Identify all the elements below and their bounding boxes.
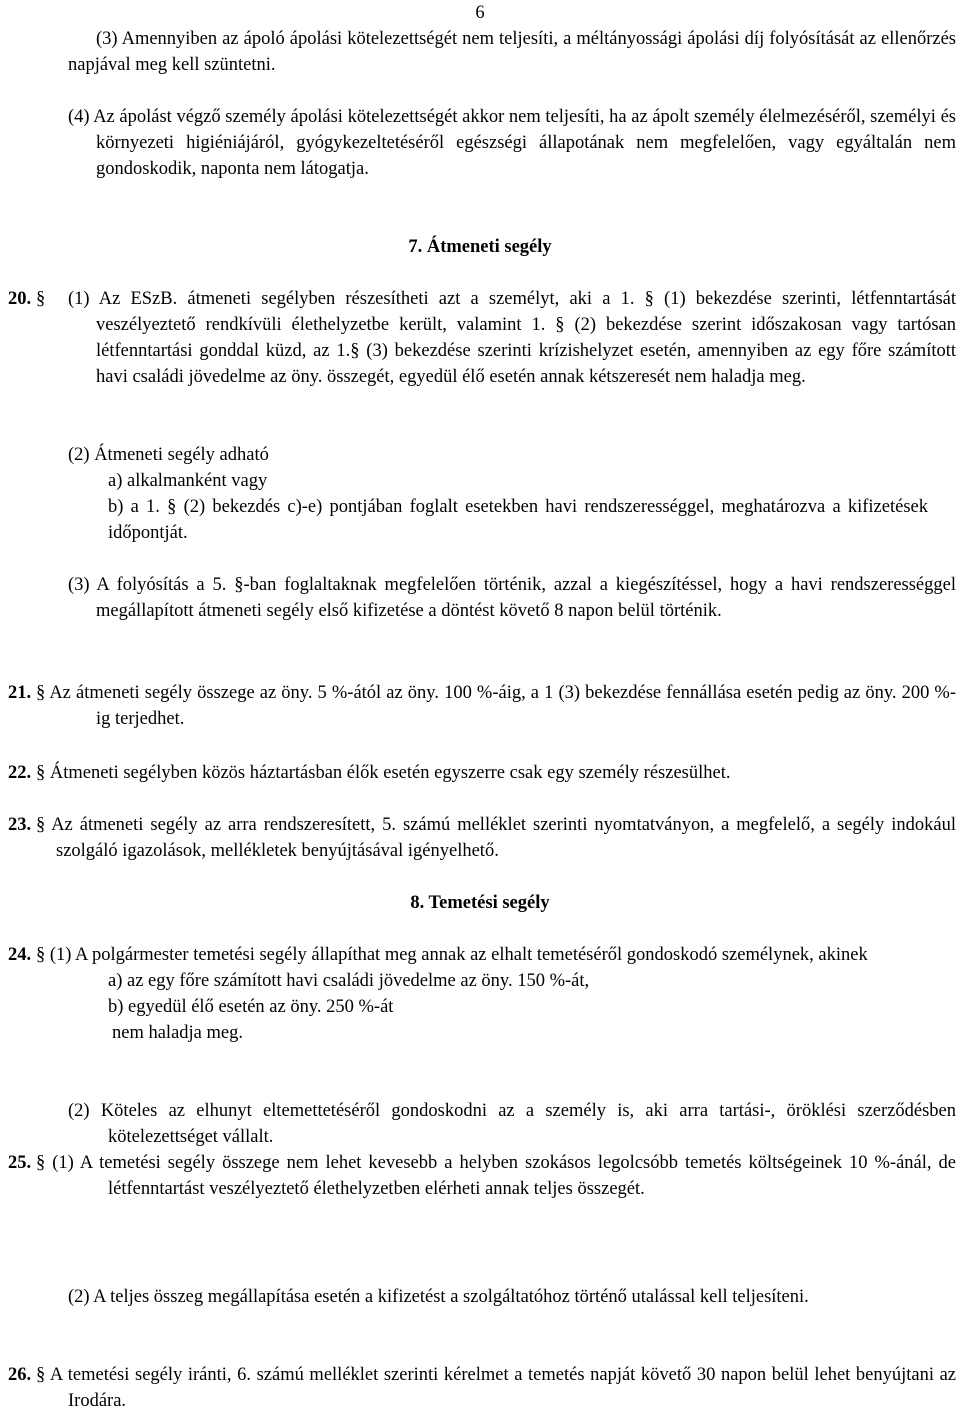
- section-20-item-a: a) alkalmanként vagy: [108, 471, 268, 491]
- section-23: [8, 812, 956, 864]
- section-21-number: 21.: [8, 683, 32, 703]
- paragraph-3: [68, 26, 956, 78]
- section-26-number: 26.: [8, 1365, 32, 1385]
- section-20-paragraph-1: (1) Az ESzB. átmeneti segélyben részesítheti azt a személyt, aki a 1. § (1) bekezdése szerinti, létfenntartását veszélyeztető rendkívüli élethelyzetbe került, valamint 1. § (2) bekezdése szerint időszakosan vagy tartósan létfenntartási gonddal küzd, az 1.§ (3) bekezdése szerinti krízishelyzet esetén, amennyiben az egy főre számított havi családi jövedelme az öny. összegét, egyedül élő esetén annak kétszeresét nem haladja meg.: [68, 289, 956, 387]
- section-8-heading: 8. Temetési segély: [410, 893, 550, 913]
- section-20-paragraph-3-text: (3) A folyósítás a 5. §-ban foglaltaknak megfelelően történik, azzal a kiegészítéssel, hogy a havi rendszerességgel megállapított átmeneti segély első kifizetése a döntést követő 8 napon belül történik.: [68, 575, 956, 621]
- section-25-paragraph-1: § (1) A temetési segély összege nem lehet kevesebb a helyben szokásos legolcsóbb temetés költségeinek 10 %-ánál, de létfenntartást veszélyeztető élethelyzetben elérheti annak teljes összegét.: [36, 1153, 956, 1199]
- section-20-number: 20.: [8, 289, 32, 309]
- section-20-paragraph-3: [68, 572, 956, 624]
- section-24-number: 24.: [8, 945, 32, 965]
- section-20-paragraph-2-intro: (2) Átmeneti segély adható: [68, 445, 269, 465]
- section-22-text: § Átmeneti segélyben közös háztartásban élők esetén egyszerre csak egy személy részesülhet.: [36, 763, 731, 783]
- section-24-tail: nem haladja meg.: [112, 1023, 243, 1043]
- section-7-heading: 7. Átmeneti segély: [408, 237, 552, 257]
- section-24: [8, 942, 956, 1046]
- section-21: [8, 680, 956, 732]
- section-25-paragraph-2: [68, 1284, 956, 1310]
- section-22: [8, 760, 956, 786]
- section-25-paragraph-2-text: (2) A teljes összeg megállapítása esetén a kifizetést a szolgáltatóhoz történő utalással kell teljesíteni.: [68, 1287, 809, 1307]
- section-24-paragraph-2: [68, 1098, 956, 1150]
- section-25: [8, 1150, 956, 1202]
- section-20-paragraph-2: [68, 442, 928, 546]
- section-25-number: 25.: [8, 1153, 32, 1173]
- section-20: [8, 286, 956, 390]
- paragraph-4: [68, 104, 956, 182]
- paragraph-3-text: (3) Amennyiben az ápoló ápolási kötelezettségét nem teljesíti, a méltányossági ápolási díj folyósítását az ellenőrzés napjával meg kell szüntetni.: [68, 29, 956, 75]
- section-22-number: 22.: [8, 763, 32, 783]
- section-26: [8, 1362, 956, 1414]
- section-23-text: § Az átmeneti segély az arra rendszeresített, 5. számú melléklet szerinti nyomtatványon, a megfelelő, a segély indokául szolgáló igazolások, mellékletek benyújtásával igényelhető.: [36, 815, 956, 861]
- paragraph-4-text: (4) Az ápolást végző személy ápolási kötelezettségét akkor nem teljesíti, ha az ápolt személy élelmezéséről, személyi és környezeti higiéniájáról, gyógykezeltetéséről egészségi állapotának nem megfelelően, vagy egyáltalán nem gondoskodik, naponta nem látogatja.: [68, 107, 956, 179]
- section-26-text: § A temetési segély iránti, 6. számú melléklet szerinti kérelmet a temetés napját követő 30 napon belül lehet benyújtani az Irodára.: [36, 1365, 956, 1411]
- section-24-paragraph-2-text: (2) Köteles az elhunyt eltemettetéséről gondoskodni az a személy is, aki arra tartási-, öröklési szerződésben kötelezettséget vállalt.: [68, 1101, 956, 1147]
- paragraph-sign-icon: §: [36, 289, 46, 309]
- section-23-number: 23.: [8, 815, 32, 835]
- section-20-item-b: b) a 1. § (2) bekezdés c)-e) pontjában foglalt esetekben havi rendszerességgel, meghatározva a kifizetések időpontját.: [108, 497, 928, 543]
- section-21-text: § Az átmeneti segély összege az öny. 5 %-ától az öny. 100 %-áig, a 1 (3) bekezdése fennállása esetén pedig az öny. 200 %-ig terjedhet.: [36, 683, 956, 729]
- section-24-item-a: a) az egy főre számított havi családi jövedelme az öny. 150 %-át,: [108, 971, 590, 991]
- page-number: 6: [475, 3, 485, 23]
- section-24-item-b: b) egyedül élő esetén az öny. 250 %-át: [108, 997, 394, 1017]
- section-24-paragraph-1: § (1) A polgármester temetési segély állapíthat meg annak az elhalt temetéséről gondoskodó személynek, akinek: [36, 945, 868, 965]
